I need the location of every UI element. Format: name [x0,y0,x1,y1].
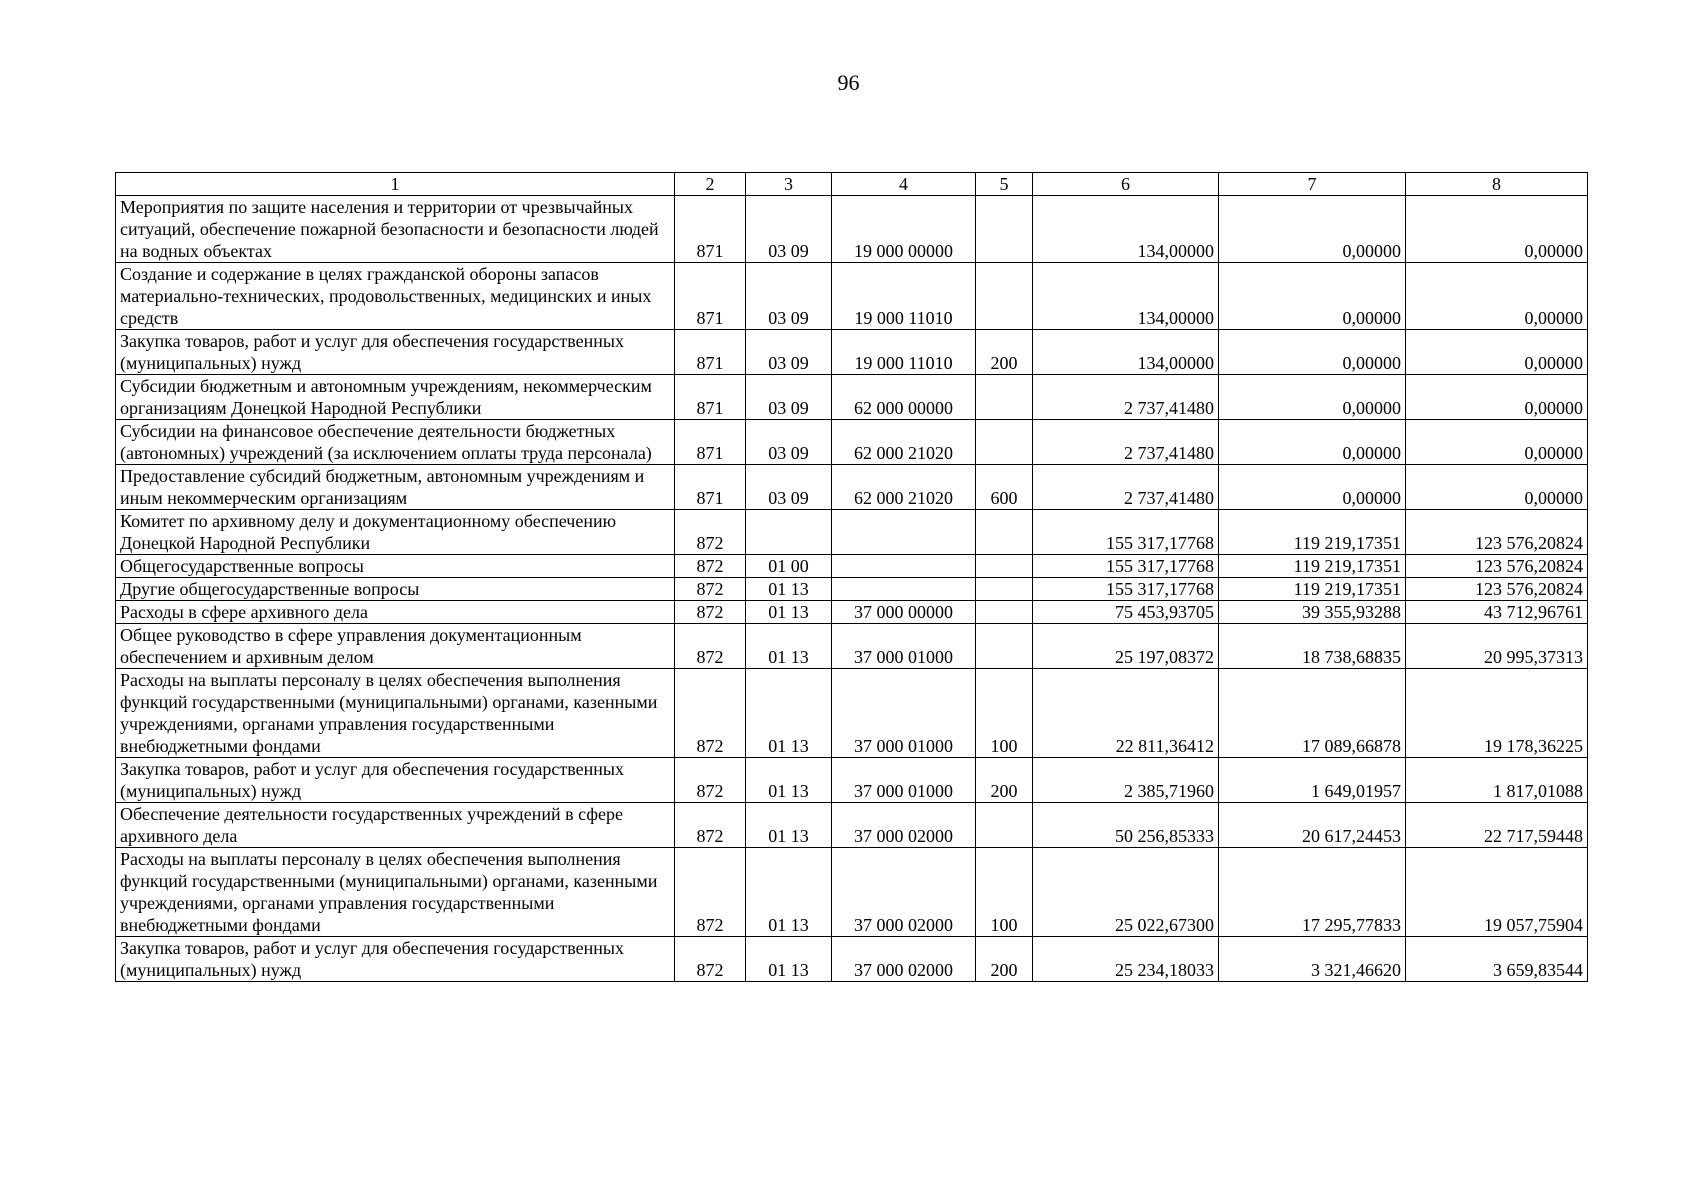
row-kind-code [976,263,1033,330]
row-value-8: 0,00000 [1406,375,1588,420]
table-row [116,196,1588,263]
row-name: Расходы на выплаты персоналу в целях обеспечения выполнения функций государственными (муниципальными) органами, казенными учреждениями, органами управления государственными внебюджетными фондами [116,669,675,758]
row-name: Мероприятия по защите населения и территории от чрезвычайных ситуаций, обеспечение пожарной безопасности и безопасности людей на водных объектах [116,196,675,263]
row-value-8: 0,00000 [1406,465,1588,510]
row-target-code [832,555,976,578]
row-ministry-code: 871 [675,465,746,510]
page-number: 96 [837,70,860,95]
row-section-code: 01 13 [746,669,832,758]
row-value-6: 75 453,93705 [1033,601,1219,624]
row-section-code: 01 13 [746,848,832,937]
row-ministry-code: 871 [675,263,746,330]
row-section-code: 03 09 [746,330,832,375]
table-row [116,330,1588,375]
row-target-code: 62 000 21020 [832,420,976,465]
row-value-8: 43 712,96761 [1406,601,1588,624]
row-section-code: 01 13 [746,601,832,624]
row-kind-code [976,578,1033,601]
row-target-code: 19 000 11010 [832,263,976,330]
row-name: Комитет по архивному делу и документационному обеспечению Донецкой Народной Республики [116,510,675,555]
row-value-6: 155 317,17768 [1033,555,1219,578]
row-kind-code [976,196,1033,263]
row-kind-code: 600 [976,465,1033,510]
row-value-6: 22 811,36412 [1033,669,1219,758]
table-row [116,375,1588,420]
row-kind-code: 200 [976,758,1033,803]
header-cell-7: 7 [1219,173,1406,196]
table-row [116,465,1588,510]
row-value-6: 50 256,85333 [1033,803,1219,848]
row-target-code: 37 000 01000 [832,669,976,758]
row-value-7: 0,00000 [1219,465,1406,510]
row-name: Общегосударственные вопросы [116,555,675,578]
row-value-6: 134,00000 [1033,263,1219,330]
row-kind-code [976,624,1033,669]
row-value-8: 123 576,20824 [1406,555,1588,578]
row-ministry-code: 872 [675,848,746,937]
row-name: Закупка товаров, работ и услуг для обеспечения государственных (муниципальных) нужд [116,758,675,803]
row-ministry-code: 871 [675,196,746,263]
table-row [116,420,1588,465]
row-kind-code [976,803,1033,848]
row-section-code: 01 13 [746,758,832,803]
table-row [116,848,1588,937]
header-cell-8: 8 [1406,173,1588,196]
row-target-code: 37 000 02000 [832,937,976,982]
row-value-8: 123 576,20824 [1406,578,1588,601]
row-value-7: 3 321,46620 [1219,937,1406,982]
row-value-8: 3 659,83544 [1406,937,1588,982]
row-ministry-code: 872 [675,937,746,982]
row-ministry-code: 872 [675,555,746,578]
row-value-7: 119 219,17351 [1219,510,1406,555]
row-name: Предоставление субсидий бюджетным, автономным учреждениям и иным некоммерческим организациям [116,465,675,510]
table-row [116,937,1588,982]
row-value-7: 18 738,68835 [1219,624,1406,669]
table-row [116,263,1588,330]
row-value-8: 22 717,59448 [1406,803,1588,848]
row-target-code: 37 000 02000 [832,848,976,937]
row-value-6: 2 385,71960 [1033,758,1219,803]
row-ministry-code: 871 [675,330,746,375]
row-kind-code [976,375,1033,420]
row-ministry-code: 871 [675,375,746,420]
row-target-code: 62 000 00000 [832,375,976,420]
row-name: Закупка товаров, работ и услуг для обеспечения государственных (муниципальных) нужд [116,937,675,982]
row-value-6: 155 317,17768 [1033,578,1219,601]
row-kind-code [976,420,1033,465]
row-target-code [832,578,976,601]
row-value-7: 0,00000 [1219,263,1406,330]
row-value-7: 0,00000 [1219,330,1406,375]
row-value-6: 2 737,41480 [1033,375,1219,420]
row-ministry-code: 872 [675,669,746,758]
row-value-6: 2 737,41480 [1033,420,1219,465]
row-section-code: 03 09 [746,465,832,510]
row-section-code: 03 09 [746,375,832,420]
row-value-8: 0,00000 [1406,263,1588,330]
row-value-7: 39 355,93288 [1219,601,1406,624]
row-name: Субсидии на финансовое обеспечение деятельности бюджетных (автономных) учреждений (за исключением оплаты труда персонала) [116,420,675,465]
table-row [116,555,1588,578]
row-value-8: 19 178,36225 [1406,669,1588,758]
row-kind-code: 100 [976,669,1033,758]
row-section-code: 03 09 [746,420,832,465]
row-value-7: 0,00000 [1219,196,1406,263]
row-kind-code: 200 [976,330,1033,375]
row-value-7: 20 617,24453 [1219,803,1406,848]
row-value-7: 1 649,01957 [1219,758,1406,803]
header-cell-4: 4 [832,173,976,196]
row-value-7: 0,00000 [1219,375,1406,420]
row-name: Создание и содержание в целях гражданской обороны запасов материально-технических, продовольственных, медицинских и иных средств [116,263,675,330]
row-target-code: 37 000 01000 [832,758,976,803]
table-row [116,669,1588,758]
row-name: Субсидии бюджетным и автономным учреждениям, некоммерческим организациям Донецкой Народной Республики [116,375,675,420]
row-value-6: 2 737,41480 [1033,465,1219,510]
header-cell-2: 2 [675,173,746,196]
row-target-code: 19 000 11010 [832,330,976,375]
table-row [116,803,1588,848]
row-target-code [832,510,976,555]
row-value-8: 0,00000 [1406,330,1588,375]
row-value-6: 25 234,18033 [1033,937,1219,982]
row-kind-code [976,510,1033,555]
row-name: Расходы на выплаты персоналу в целях обеспечения выполнения функций государственными (муниципальными) органами, казенными учреждениями, органами управления государственными внебюджетными фондами [116,848,675,937]
row-value-6: 134,00000 [1033,330,1219,375]
row-section-code: 01 00 [746,555,832,578]
row-ministry-code: 872 [675,624,746,669]
row-value-8: 0,00000 [1406,420,1588,465]
row-section-code: 01 13 [746,937,832,982]
row-kind-code [976,601,1033,624]
row-value-7: 17 089,66878 [1219,669,1406,758]
header-cell-1: 1 [116,173,675,196]
table-row [116,601,1588,624]
row-value-6: 155 317,17768 [1033,510,1219,555]
row-value-7: 17 295,77833 [1219,848,1406,937]
header-cell-3: 3 [746,173,832,196]
row-name: Обеспечение деятельности государственных учреждений в сфере архивного дела [116,803,675,848]
row-ministry-code: 872 [675,758,746,803]
row-section-code: 01 13 [746,803,832,848]
row-value-7: 0,00000 [1219,420,1406,465]
row-target-code: 37 000 01000 [832,624,976,669]
row-section-code: 03 09 [746,196,832,263]
row-value-8: 0,00000 [1406,196,1588,263]
row-target-code: 62 000 21020 [832,465,976,510]
row-ministry-code: 872 [675,803,746,848]
budget-table [115,172,1588,982]
header-cell-5: 5 [976,173,1033,196]
row-value-8: 123 576,20824 [1406,510,1588,555]
table-body [116,196,1588,982]
row-value-8: 19 057,75904 [1406,848,1588,937]
table-row [116,510,1588,555]
header-cell-6: 6 [1033,173,1219,196]
row-name: Общее руководство в сфере управления документационным обеспечением и архивным делом [116,624,675,669]
row-value-6: 134,00000 [1033,196,1219,263]
row-ministry-code: 871 [675,420,746,465]
table-row [116,758,1588,803]
row-name: Закупка товаров, работ и услуг для обеспечения государственных (муниципальных) нужд [116,330,675,375]
row-value-7: 119 219,17351 [1219,578,1406,601]
row-section-code [746,510,832,555]
row-kind-code: 200 [976,937,1033,982]
table-header [116,173,1588,196]
row-target-code: 19 000 00000 [832,196,976,263]
row-value-8: 20 995,37313 [1406,624,1588,669]
row-name: Другие общегосударственные вопросы [116,578,675,601]
row-target-code: 37 000 00000 [832,601,976,624]
row-value-8: 1 817,01088 [1406,758,1588,803]
row-value-6: 25 022,67300 [1033,848,1219,937]
row-section-code: 01 13 [746,578,832,601]
table-row [116,578,1588,601]
header-row [116,173,1588,196]
row-value-6: 25 197,08372 [1033,624,1219,669]
table-row [116,624,1588,669]
row-ministry-code: 872 [675,578,746,601]
row-kind-code: 100 [976,848,1033,937]
row-target-code: 37 000 02000 [832,803,976,848]
row-section-code: 03 09 [746,263,832,330]
row-ministry-code: 872 [675,510,746,555]
row-name: Расходы в сфере архивного дела [116,601,675,624]
row-section-code: 01 13 [746,624,832,669]
row-kind-code [976,555,1033,578]
row-ministry-code: 872 [675,601,746,624]
row-value-7: 119 219,17351 [1219,555,1406,578]
